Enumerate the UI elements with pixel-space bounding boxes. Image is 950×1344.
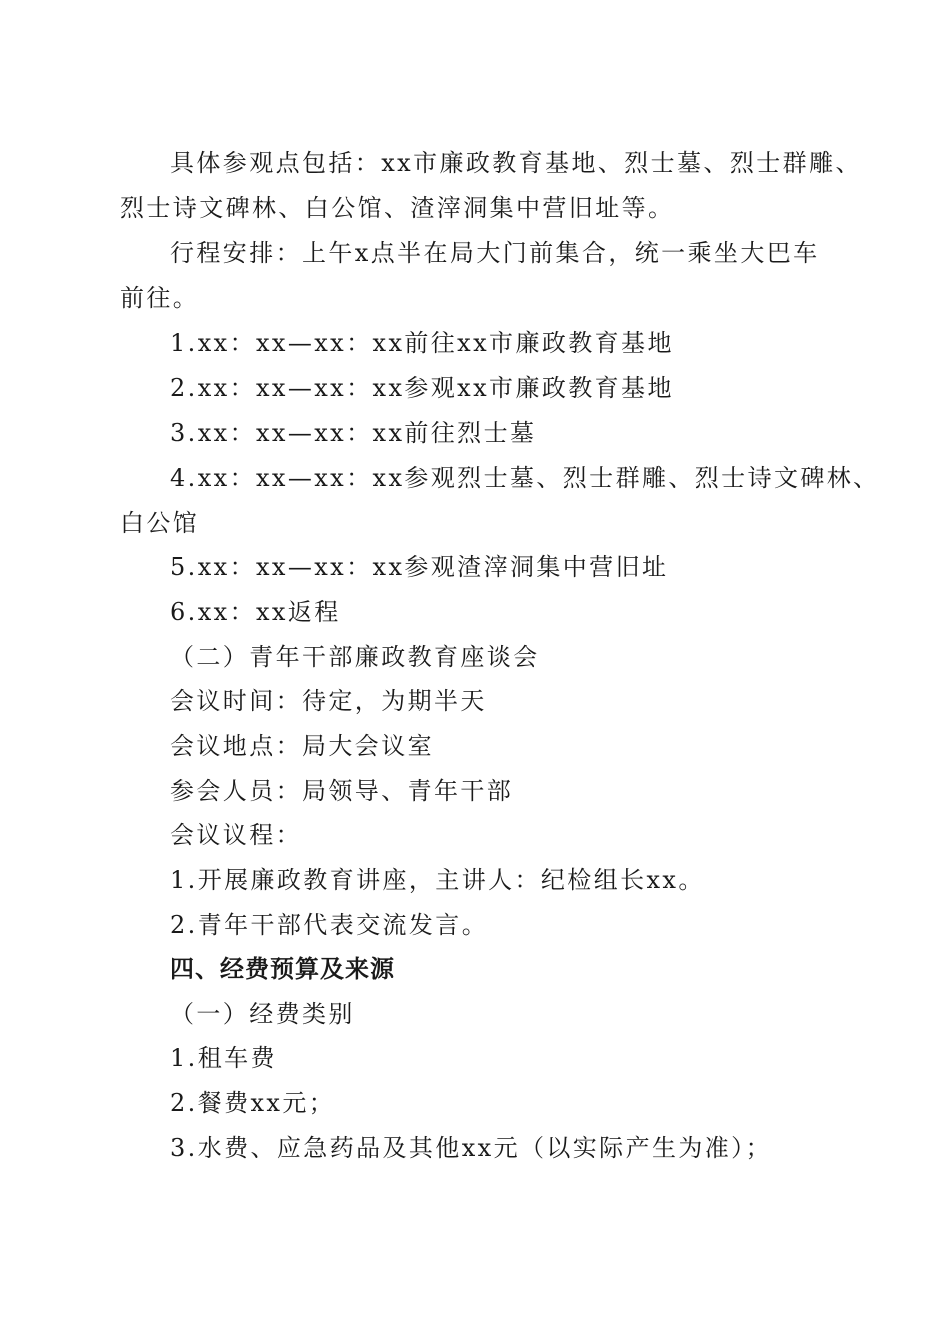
budget-item-1: 1.租车费 [170, 1044, 277, 1072]
schedule-item-5: 5.xx：xx—xx：xx参观渣滓洞集中营旧址 [170, 553, 669, 581]
schedule-item-3: 3.xx：xx—xx：xx前往烈士墓 [170, 419, 537, 447]
schedule-item-2: 2.xx：xx—xx：xx参观xx市廉政教育基地 [170, 374, 674, 402]
schedule-item-1: 1.xx：xx—xx：xx前往xx市廉政教育基地 [170, 329, 674, 357]
schedule-item-6: 6.xx：xx返程 [170, 598, 341, 626]
paragraph-visit-points: 具体参观点包括：xx市廉政教育基地、烈士墓、烈士群雕、 [170, 149, 862, 177]
paragraph-itinerary-cont: 前往。 [120, 284, 200, 312]
meeting-location: 会议地点：局大会议室 [170, 732, 434, 760]
budget-item-3: 3.水费、应急药品及其他xx元（以实际产生为准）； [170, 1134, 772, 1162]
budget-item-2: 2.餐费xx元； [170, 1089, 336, 1117]
schedule-item-4-cont: 白公馆 [120, 509, 200, 537]
paragraph-itinerary: 行程安排：上午x点半在局大门前集合，统一乘坐大巴车 [170, 239, 820, 267]
meeting-time: 会议时间：待定，为期半天 [170, 687, 487, 715]
meeting-agenda-label: 会议议程： [170, 821, 302, 849]
paragraph-visit-points-cont: 烈士诗文碑林、白公馆、渣滓洞集中营旧址等。 [120, 194, 675, 222]
meeting-attendees: 参会人员：局领导、青年干部 [170, 777, 514, 805]
subheading-budget-category: （一）经费类别 [170, 1000, 355, 1028]
schedule-item-4: 4.xx：xx—xx：xx参观烈士墓、烈士群雕、烈士诗文碑林、 [170, 464, 880, 492]
agenda-item-1: 1.开展廉政教育讲座，主讲人：纪检组长xx。 [170, 866, 705, 894]
agenda-item-2: 2.青年干部代表交流发言。 [170, 911, 489, 939]
section-heading-budget: 四、经费预算及来源 [170, 955, 395, 983]
subheading-seminar: （二）青年干部廉政教育座谈会 [170, 643, 540, 671]
